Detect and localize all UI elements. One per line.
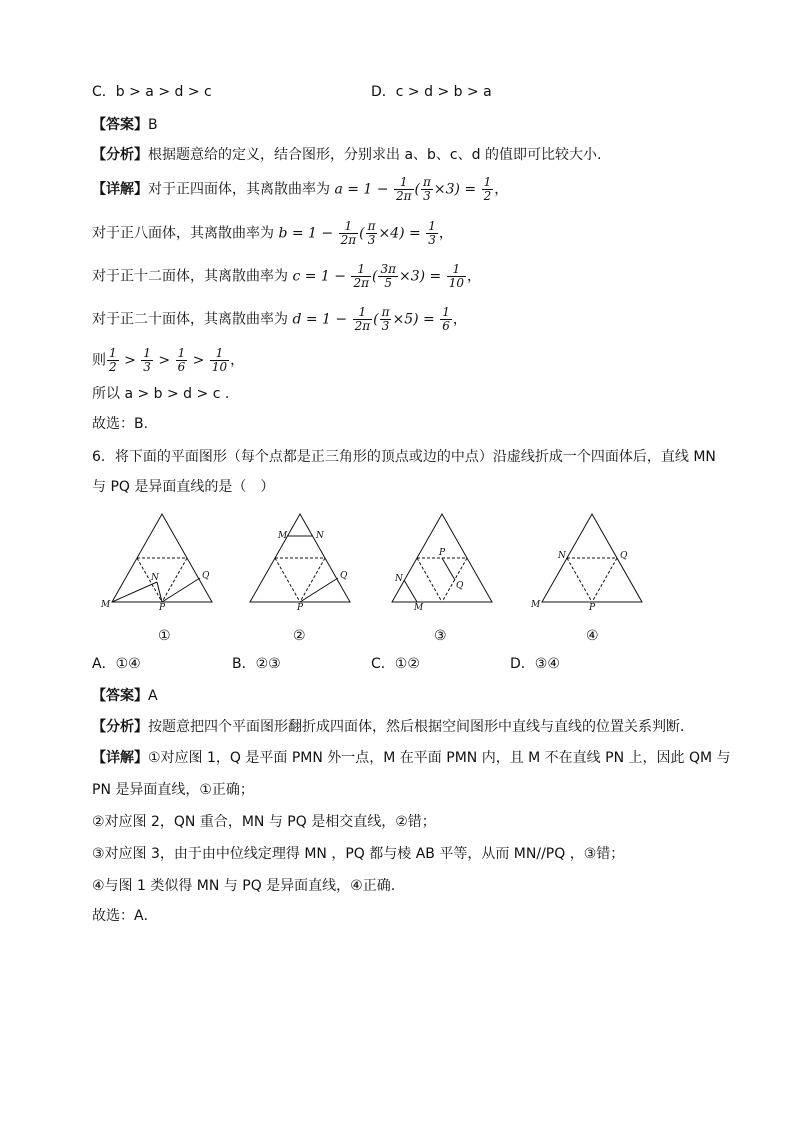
label-Q: Q [202, 571, 210, 581]
label-N: N [395, 574, 403, 584]
label-N: N [558, 551, 566, 561]
q6-option-a: A．①④ [92, 656, 141, 672]
q6-stem-line-2: 与 PQ 是异面直线的是（ ） [92, 479, 275, 495]
frac-1-10: $\frac{1}{10}$ [448, 262, 465, 290]
frac-1-10: $\frac{1}{10}$ [211, 346, 228, 374]
figure-3 [380, 510, 500, 610]
frac-1-6: $\frac{1}{6}$ [442, 305, 450, 333]
detail-label: 【详解】 [92, 181, 148, 198]
choice-line-5: 故选：B. [92, 416, 149, 432]
detail-label: 【详解】 [92, 750, 148, 766]
q6-stem-line-1: 6．将下面的平面图形（每个点都是正三角形的顶点或边的中点）沿虚线折成一个四面体后，直线 MN [92, 449, 716, 465]
q6-option-c: C．①② [371, 656, 420, 672]
comma: ， [438, 225, 453, 242]
answer-label: 【答案】 [92, 117, 148, 133]
comma: ， [494, 181, 509, 198]
formula-d-post: ×5) = [392, 311, 435, 328]
formula-b-post: ×4) = [378, 225, 421, 242]
frac-pi-3: $\frac{\pi}{3}$ [422, 175, 431, 203]
then-line: 则 $\frac{1}{2}$ > $\frac{1}{3}$ > $\frac{1}{6}$ > $\frac{1}{10}$ ， [92, 346, 245, 374]
formula-b-pre: b = 1 − [278, 225, 334, 242]
label-P: P [159, 603, 166, 610]
label-N: N [316, 531, 324, 541]
label-M: M [414, 603, 424, 610]
detail-line-4: 对于正二十面体，其离散曲率为 d = 1 − $\frac{1}{2\pi}$ ( $\frac{\pi}{3}$ ×5) = $\frac{1}{6}$ ， [92, 305, 467, 333]
comma: ， [467, 268, 482, 285]
detail-text-1: ①对应图 1，Q 是平面 PMN 外一点，M 在平面 PMN 内，且 M 不在直线 PN 上，因此 QM 与 [148, 750, 731, 766]
label-P: P [439, 548, 446, 558]
formula-c-pre: c = 1 − [292, 268, 347, 285]
analysis-label: 【分析】 [92, 719, 148, 735]
detail-text-1: 对于正四面体，其离散曲率为 [148, 181, 330, 198]
q6-option-d: D．③④ [510, 656, 560, 672]
q6-detail-line-5: ④与图 1 类似得 MN 与 PQ 是异面直线，④正确. [92, 878, 396, 894]
detail-text-3: 对于正十二面体，其离散曲率为 [92, 268, 288, 285]
detail-line-3: 对于正十二面体，其离散曲率为 c = 1 − $\frac{1}{2\pi}$ ( $\frac{3\pi}{5}$ ×3) = $\frac{1}{10}$ ， [92, 262, 482, 290]
q6-detail-line-4: ③对应图 3，由于由中位线定理得 MN ，PQ 都与棱 AB 平等，从而 MN//PQ ，③错； [92, 846, 625, 862]
figure-2 [238, 510, 358, 610]
frac-1-2: $\frac{1}{2}$ [483, 175, 492, 203]
detail-line-1: 【详解】对于正四面体，其离散曲率为 a = 1 − $\frac{1}{2\pi}$ ( $\frac{\pi}{3}$ ×3) = $\frac{1}{2}$ ， [92, 175, 509, 203]
analysis-text: 根据题意给的定义，结合图形，分别求出 a、b、c、d 的值即可比较大小. [148, 147, 602, 163]
q6-option-b: B．②③ [232, 656, 281, 672]
frac-1-2pi: $\frac{1}{2\pi}$ [340, 219, 357, 247]
formula-c-post: ×3) = [399, 268, 442, 285]
frac-1-2pi: $\frac{1}{2\pi}$ [395, 175, 412, 203]
q6-answer-line [92, 686, 158, 706]
frac-pi-3: $\frac{\pi}{3}$ [367, 219, 376, 247]
option-d: D．c > d > b > a [371, 84, 492, 100]
detail-text-4: 对于正二十面体，其离散曲率为 [92, 311, 288, 328]
analysis-text: 按题意把四个平面图形翻折成四面体，然后根据空间图形中直线与直线的位置关系判断． [148, 719, 694, 735]
then-label: 则 [92, 352, 106, 369]
label-M: M [278, 531, 288, 541]
label-M: M [101, 600, 111, 610]
label-Q: Q [340, 571, 348, 581]
frac-1-2pi: $\frac{1}{2\pi}$ [354, 305, 371, 333]
label-N: N [151, 573, 159, 583]
formula-d-pre: d = 1 − [292, 311, 348, 328]
formula-a-pre: a = 1 − [334, 181, 389, 198]
frac-1-3: $\frac{1}{3}$ [143, 346, 151, 374]
label-P: P [297, 603, 304, 610]
frac-1-3: $\frac{1}{3}$ [428, 219, 436, 247]
answer-value: B [148, 117, 158, 133]
comma: ， [452, 311, 467, 328]
q6-detail-line-1 [92, 748, 731, 768]
analysis-label: 【分析】 [92, 147, 148, 163]
label-Q: Q [620, 551, 628, 561]
q6-detail-line-3: ②对应图 2，QN 重合，MN 与 PQ 是相交直线，②错； [92, 814, 436, 830]
formula-a-post: ×3) = [433, 181, 477, 198]
figure-2-number: ② [293, 628, 306, 644]
figure-1-number: ① [158, 628, 171, 644]
frac-1-6: $\frac{1}{6}$ [177, 346, 186, 374]
figure-4-number: ④ [586, 628, 599, 644]
answer-line [92, 115, 158, 135]
label-P: P [589, 603, 596, 610]
figure-3-number: ③ [434, 628, 447, 644]
answer-label: 【答案】 [92, 688, 148, 704]
so-line: 所以 a > b > d > c . [92, 386, 230, 402]
frac-1-2: $\frac{1}{2}$ [109, 346, 117, 374]
frac-1-2pi: $\frac{1}{2\pi}$ [353, 262, 369, 290]
option-c: C．b > a > d > c [92, 84, 212, 100]
figure-4 [530, 510, 650, 610]
detail-line-2: 对于正八面体，其离散曲率为 b = 1 − $\frac{1}{2\pi}$ ( $\frac{\pi}{3}$ ×4) = $\frac{1}{3}$ ， [92, 219, 453, 247]
detail-text-2: 对于正八面体，其离散曲率为 [92, 225, 274, 242]
q6-analysis-line [92, 717, 694, 737]
analysis-line [92, 145, 601, 165]
q6-choice-line: 故选：A． [92, 908, 158, 924]
label-M: M [531, 600, 541, 610]
comma: ， [230, 352, 245, 369]
figure-1 [100, 510, 220, 610]
answer-value: A [148, 688, 158, 704]
frac-pi-3: $\frac{\pi}{3}$ [381, 305, 390, 333]
label-Q: Q [456, 581, 464, 591]
frac-3pi-5: $\frac{3\pi}{5}$ [380, 262, 396, 290]
q6-detail-line-2: PN 是异面直线，①正确； [92, 782, 254, 798]
